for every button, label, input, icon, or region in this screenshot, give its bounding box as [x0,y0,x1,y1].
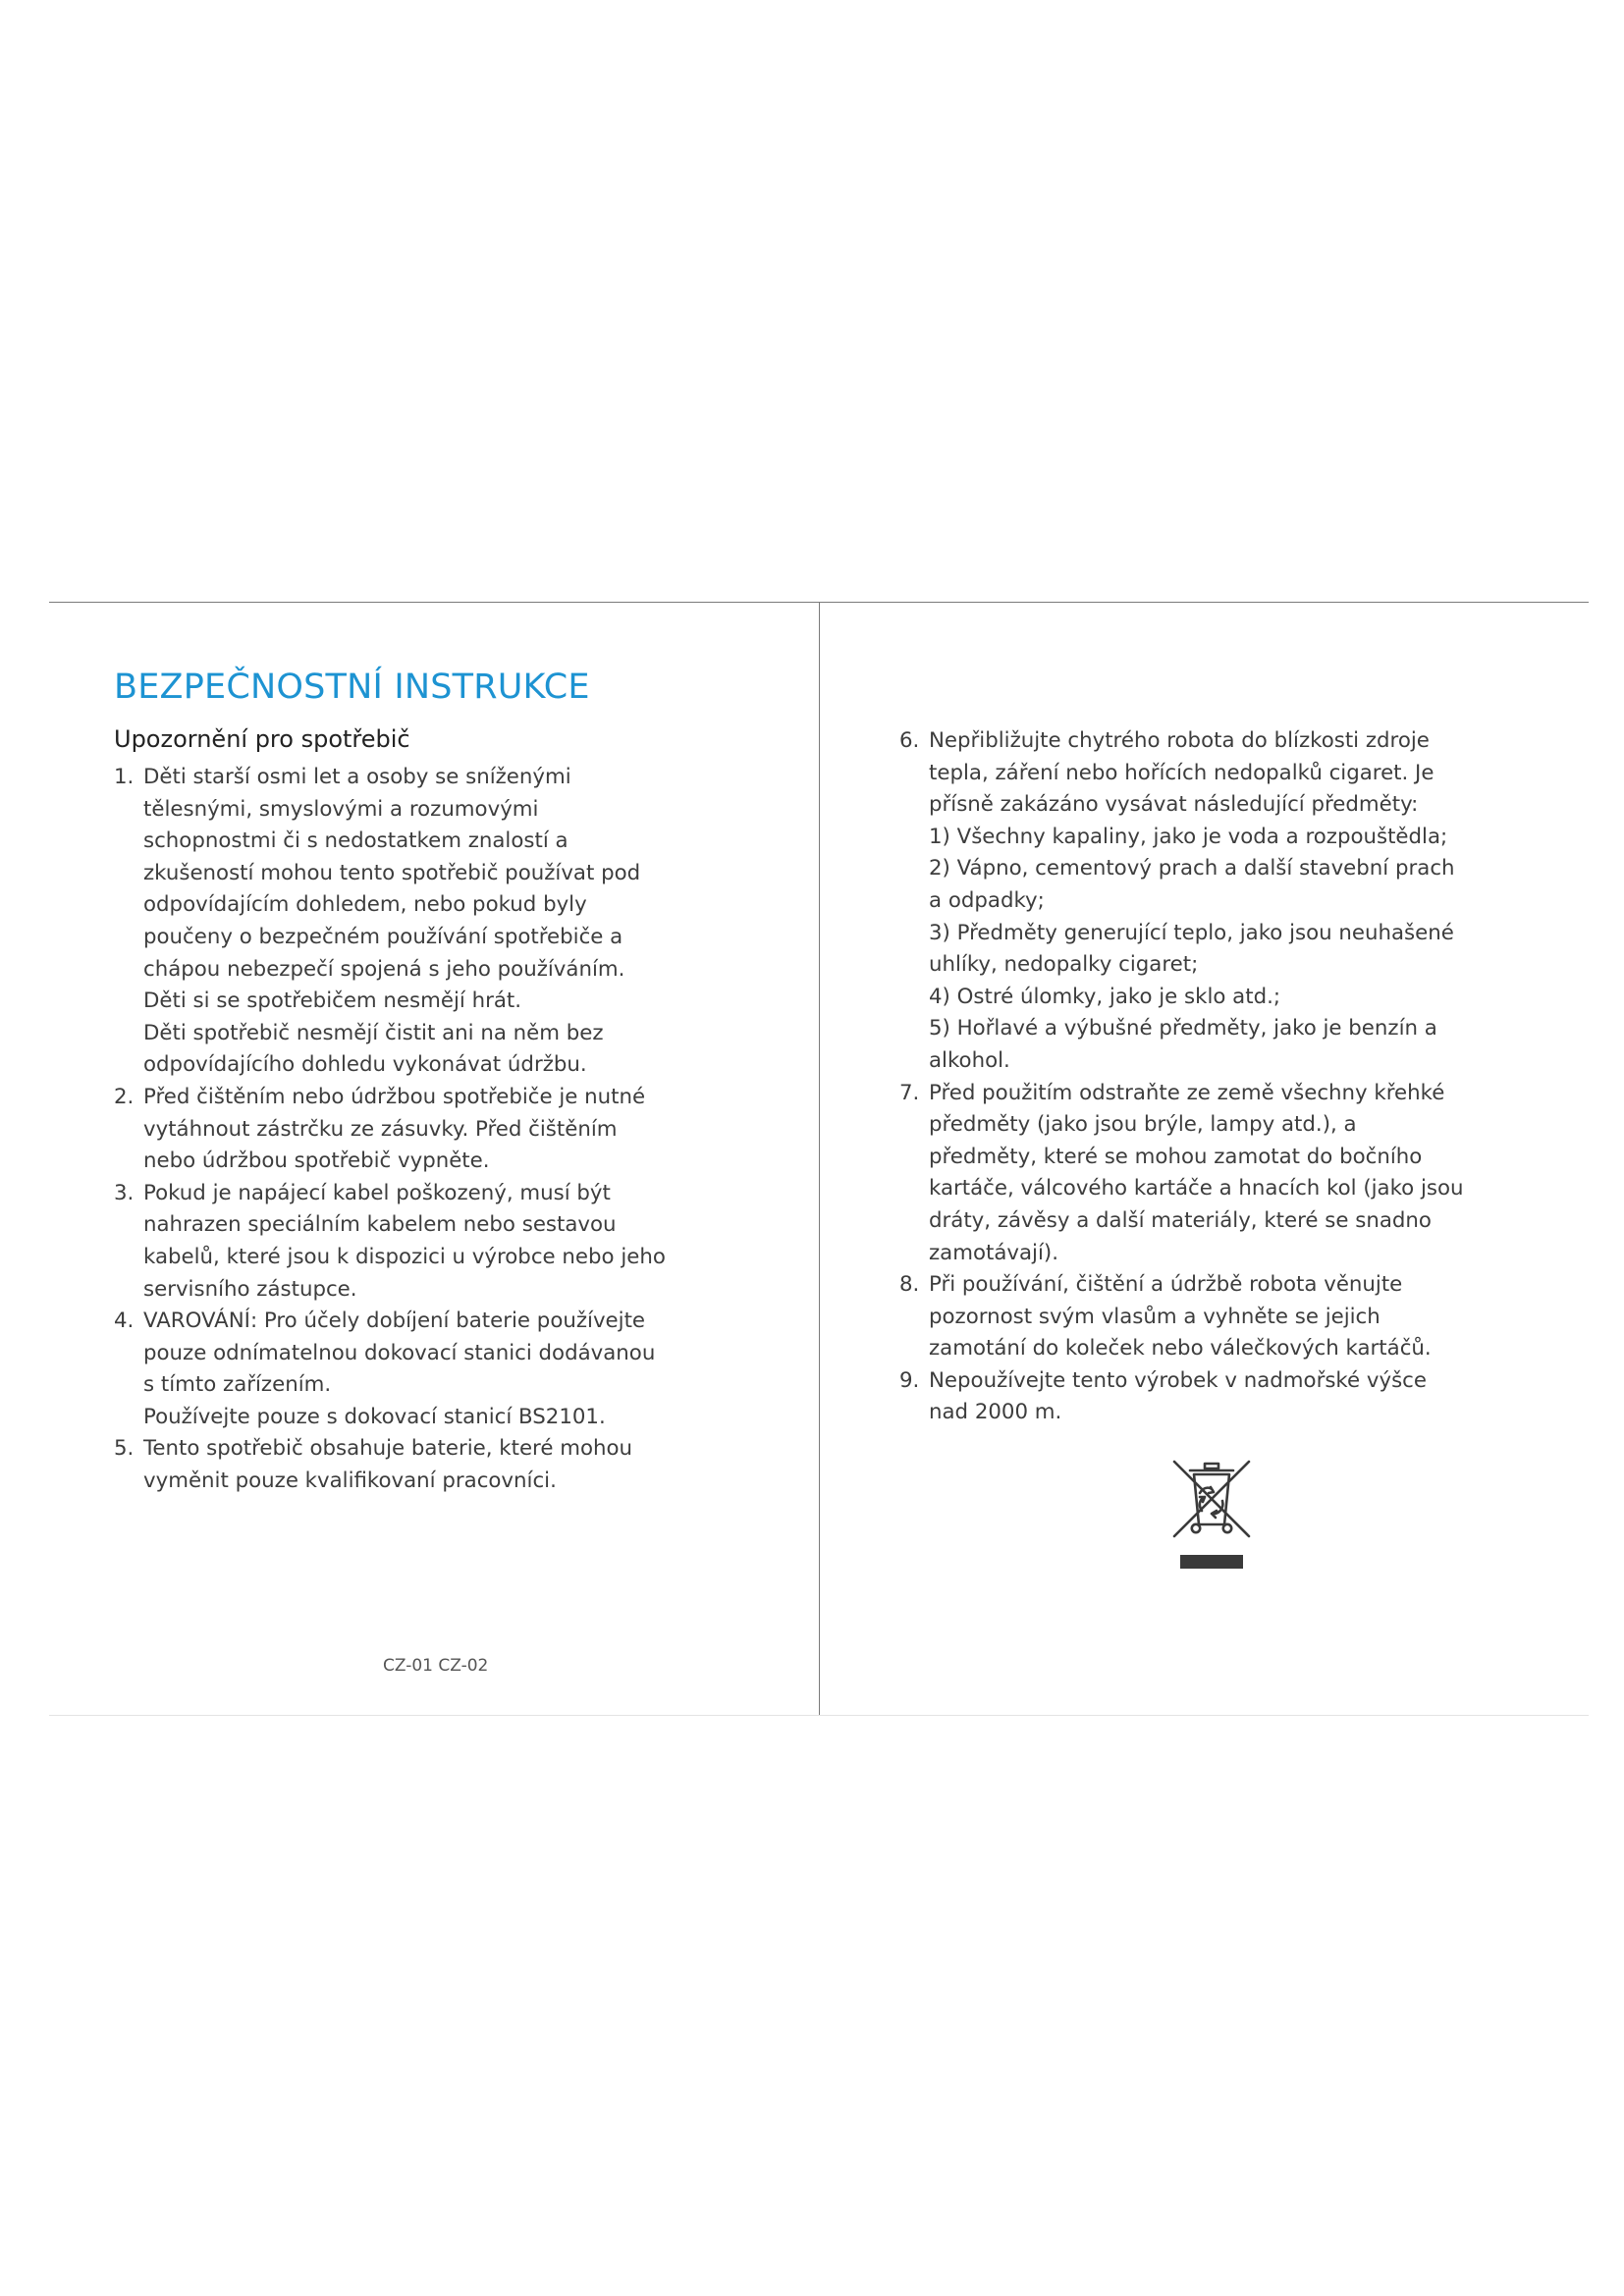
item-line: kabelů, které jsou k dispozici u výrobce nebo jeho [143,1244,666,1269]
right-instruction-list [899,725,1547,1429]
item-number: 1. [114,765,135,789]
item-line: 5) Hořlavé a výbušné předměty, jako je benzín a [929,1016,1437,1041]
list-item [899,1269,1547,1365]
item-number: 8. [899,1272,920,1298]
list-item [114,1433,742,1497]
item-line: zamotávají). [929,1240,1058,1265]
bottom-divider [49,1715,1589,1716]
item-line: Před čištěním nebo údržbou spotřebiče je nutné [143,1084,646,1109]
item-line: nebo údržbou spotřebič vypněte. [143,1148,490,1174]
list-item [114,1178,742,1306]
list-item [899,1078,1547,1270]
item-line: Nepřibližujte chytrého robota do blízkosti zdroje [929,728,1430,753]
item-line: alkohol. [929,1047,1010,1073]
item-number: 2. [114,1084,135,1109]
item-number: 7. [899,1080,920,1105]
item-line: odpovídajícím dohledem, nebo pokud byly [143,892,587,918]
item-line: 3) Předměty generující teplo, jako jsou neuhašené [929,920,1454,945]
item-line: a odpadky; [929,887,1045,913]
item-number: 3. [114,1180,135,1205]
item-line: Pokud je napájecí kabel poškozený, musí být [143,1180,611,1205]
item-line: zamotání do koleček nebo válečkových kartáčů. [929,1336,1432,1362]
left-instruction-list [114,762,742,1498]
item-line: schopnostmi či s nedostatkem znalostí a [143,828,568,854]
item-line: nad 2000 m. [929,1400,1062,1425]
item-line: zkušeností mohou tento spotřebič používat pod [143,860,641,885]
item-number: 9. [899,1367,920,1393]
list-item [114,762,742,1082]
item-line: tepla, záření nebo hořících nedopalků cigaret. Je [929,760,1435,785]
item-line: Tento spotřebič obsahuje baterie, které mohou [143,1436,633,1462]
item-line: VAROVÁNÍ: Pro účely dobíjení baterie používejte [143,1308,646,1334]
item-line: předměty, které se mohou zamotat do bočního [929,1144,1423,1169]
item-line: 1) Všechny kapaliny, jako je voda a rozpouštědla; [929,824,1448,849]
item-line: nahrazen speciálním kabelem nebo sestavou [143,1212,617,1238]
item-line: pouze odnímatelnou dokovací stanici dodávanou [143,1340,656,1365]
item-line: Děti starší osmi let a osoby se sníženými [143,765,571,789]
item-line: servisního zástupce. [143,1276,357,1302]
item-number: 5. [114,1436,135,1462]
item-line: tělesnými, smyslovými a rozumovými [143,796,539,822]
list-item [899,1365,1547,1429]
page-title: BEZPEČNOSTNÍ INSTRUKCE [114,667,590,707]
item-line: 4) Ostré úlomky, jako je sklo atd.; [929,984,1281,1009]
item-line: Při používání, čištění a údržbě robota věnujte [929,1272,1403,1298]
center-divider [819,602,820,1716]
item-line: kartáče, válcového kartáče a hnacích kol (jako jsou [929,1176,1464,1201]
list-item [114,1306,742,1433]
item-line: s tímto zařízením. [143,1372,332,1398]
crossed-out-wheelie-bin-icon [1170,1460,1253,1574]
list-item [899,725,1547,1078]
item-line: vytáhnout zástrčku ze zásuvky. Před čištěním [143,1116,618,1142]
item-number: 6. [899,728,920,753]
item-line: uhlíky, nedopalky cigaret; [929,952,1199,978]
section-subtitle: Upozornění pro spotřebič [114,725,410,753]
item-line: Před použitím odstraňte ze země všechny křehké [929,1080,1445,1105]
item-line: odpovídajícího dohledu vykonávat údržbu. [143,1052,587,1078]
item-line: 2) Vápno, cementový prach a další stavební prach [929,856,1455,881]
item-line: Děti si se spotřebičem nesmějí hrát. [143,988,522,1014]
item-line: pozornost svým vlasům a vyhněte se jejich [929,1304,1380,1329]
item-line: Nepoužívejte tento výrobek v nadmořské výšce [929,1367,1427,1393]
item-line: dráty, závěsy a další materiály, které se snadno [929,1207,1432,1233]
page-numbers: CZ-01 CZ-02 [383,1656,489,1676]
item-line: chápou nebezpečí spojená s jeho používáním. [143,956,625,982]
item-line: vyměnit pouze kvalifikovaní pracovníci. [143,1468,557,1494]
item-line: Děti spotřebič nesmějí čistit ani na něm bez [143,1020,604,1045]
item-number: 4. [114,1308,135,1334]
item-line: poučeny o bezpečném používání spotřebiče a [143,924,623,949]
item-line: Používejte pouze s dokovací stanicí BS2101. [143,1404,606,1429]
item-line: přísně zakázáno vysávat následující předměty: [929,792,1419,818]
list-item [114,1082,742,1178]
item-line: předměty (jako jsou brýle, lampy atd.), a [929,1112,1357,1138]
